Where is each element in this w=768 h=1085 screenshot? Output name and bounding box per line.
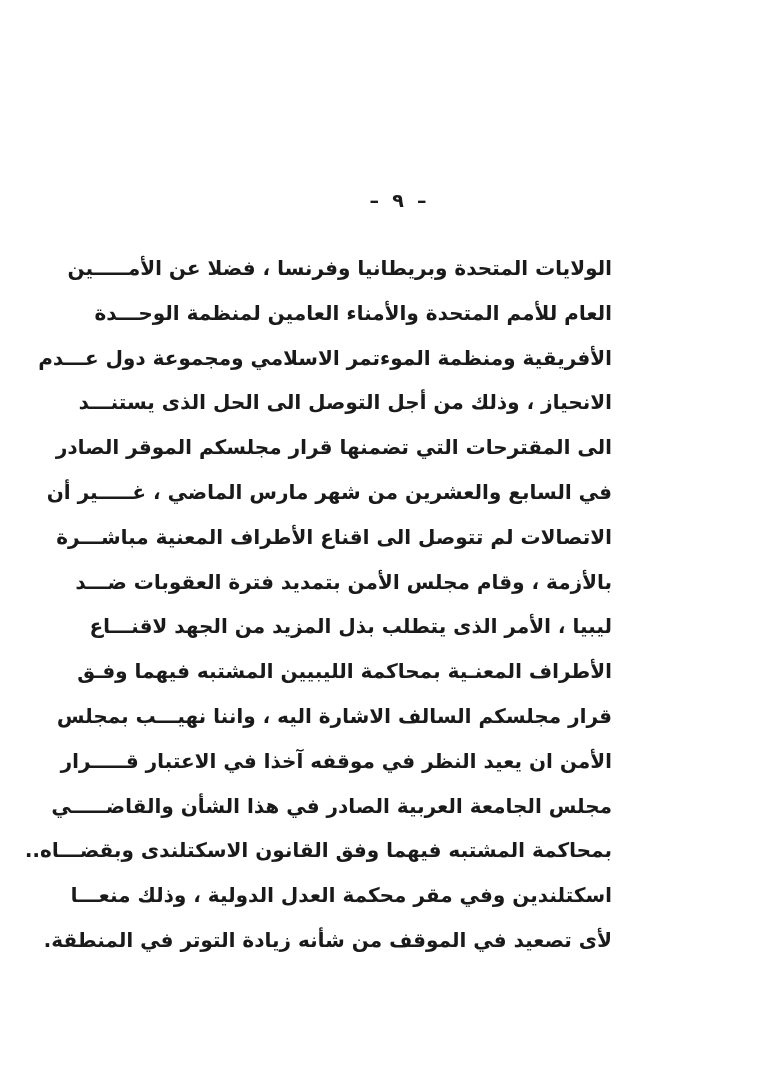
text-line: الأمن ان يعيد النظر في موقفه آخذا في الاعتبار قـــــرار xyxy=(60,748,612,773)
text-line: اسكتلندين وفي مقر محكمة العدل الدولية ، وذلك منعـــا xyxy=(70,883,612,908)
text-line: لأى تصعيد في الموقف من شأنه زيادة التوتر في المنطقة. xyxy=(43,927,612,952)
text-line: مجلس الجامعة العربية الصادر في هذا الشأن والقاضـــــي xyxy=(51,793,612,818)
text-line: الانحياز ، وذلك من أجل التوصل الى الحل الذى يستنـــد xyxy=(78,390,612,415)
text-line: الأطراف المعنـية بمحاكمة الليبيين المشتبه فيهما وفـق xyxy=(77,659,612,684)
text-line: الاتصالات لم تتوصل الى اقناع الأطراف المعنية مباشـــرة xyxy=(56,524,612,549)
text-line: بمحاكمة المشتبه فيهما وفق القانون الاسكتلندى وبقضـــاه.. xyxy=(24,838,612,863)
text-line: في السابع والعشرين من شهر مارس الماضي ، غـــــير أن xyxy=(46,479,612,504)
text-line: الى المقترحات التي تضمنها قرار مجلسكم الموقر الصادر xyxy=(55,435,612,460)
text-line: قرار مجلسكم السالف الاشارة اليه ، واننا نهيـــب بمجلس xyxy=(56,703,612,728)
text-line: الولايات المتحدة وبريطانيا وفرنسا ، فضلا عن الأمـــــين xyxy=(67,256,612,280)
text-line: الأفريقية ومنظمة الموءتمر الاسلامي ومجموعة دول عـــدم xyxy=(38,345,612,370)
text-line: ليبيا ، الأمر الذى يتطلب بذل المزيد من الجهد لاقنـــاع xyxy=(89,614,612,639)
text-line: العام للأمم المتحدة والأمناء العامين لمنظمة الوحـــدة xyxy=(94,300,612,325)
page-number: – ٩ – xyxy=(369,190,427,212)
body-text-block xyxy=(24,246,612,963)
text-line: بالأزمة ، وقام مجلس الأمن بتمديد فترة العقوبات ضـــد xyxy=(75,569,612,594)
